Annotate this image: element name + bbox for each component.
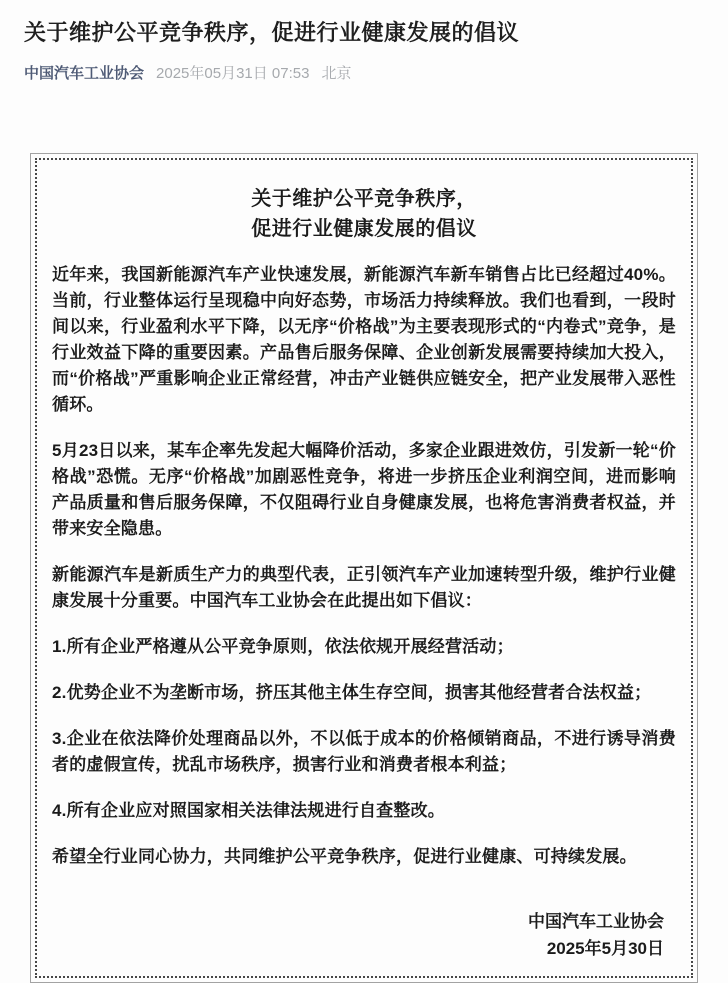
signature-block: [52, 908, 676, 962]
notice-item-2: 2.优势企业不为垄断市场，挤压其他主体生存空间，损害其他经营者合法权益；: [52, 683, 652, 703]
byline: [24, 64, 702, 84]
notice-paragraph: 近年来，我国新能源汽车产业快速发展，新能源汽车新车销售占比已经超过40%。当前，行业整体运行呈现稳中向好态势，市场活力持续释放。我们也看到，一段时间以来，行业盈利水平下降，以无序“价格战”为主要表现形式的“内卷式”竞争，是行业效益下降的重要因素。产品售后服务保障、企业创新发展需要持续加大投入，而“价格战”严重影响企业正常经营，冲击产业链供应链安全，把产业发展带入恶性循环。: [52, 265, 676, 415]
notice-paragraph: 新能源汽车是新质生产力的典型代表，正引领汽车产业加速转型升级，维护行业健康发展十分重要。中国汽车工业协会在此提出如下倡议：: [52, 565, 676, 611]
notice-item-1: 1.所有企业严格遵从公平竞争原则，依法依规开展经营活动；: [52, 637, 514, 657]
notice-closing: 希望全行业同心协力，共同维护公平竞争秩序，促进行业健康、可持续发展。: [52, 847, 637, 867]
publish-location: 北京: [321, 64, 352, 82]
publish-datetime: 2025年05月31日 07:53: [156, 64, 310, 82]
author-link[interactable]: 中国汽车工业协会: [24, 64, 145, 82]
page-title: 关于维护公平竞争秩序，促进行业健康发展的倡议: [24, 20, 520, 45]
notice-paragraph: 5月23日以来，某车企率先发起大幅降价活动，多家企业跟进效仿，引发新一轮“价格战”恐慌。无序“价格战”加剧恶性竞争，将进一步挤压企业利润空间，进而影响产品质量和售后服务保障，不仅阻碍行业自身健康发展，也将危害消费者权益，并带来安全隐患。: [52, 441, 676, 539]
notice-title: [52, 184, 676, 244]
notice-title-line1: 关于维护公平竞争秩序，: [251, 188, 477, 211]
notice-title-line2: 促进行业健康发展的倡议: [251, 218, 477, 241]
signature-org: 中国汽车工业协会: [528, 912, 664, 932]
notice-body: [52, 262, 676, 870]
signature-date: 2025年5月30日: [546, 939, 664, 959]
notice-item-4: 4.所有企业应对照国家相关法律法规进行自查整改。: [52, 801, 445, 821]
notice-item-3: 3.企业在依法降价处理商品以外，不以低于成本的价格倾销商品，不进行诱导消费者的虚假宣传，扰乱市场秩序，损害行业和消费者根本利益；: [52, 729, 676, 775]
notice-box: [35, 158, 693, 978]
article-header: [0, 0, 728, 83]
notice-box-outer: [30, 153, 698, 983]
